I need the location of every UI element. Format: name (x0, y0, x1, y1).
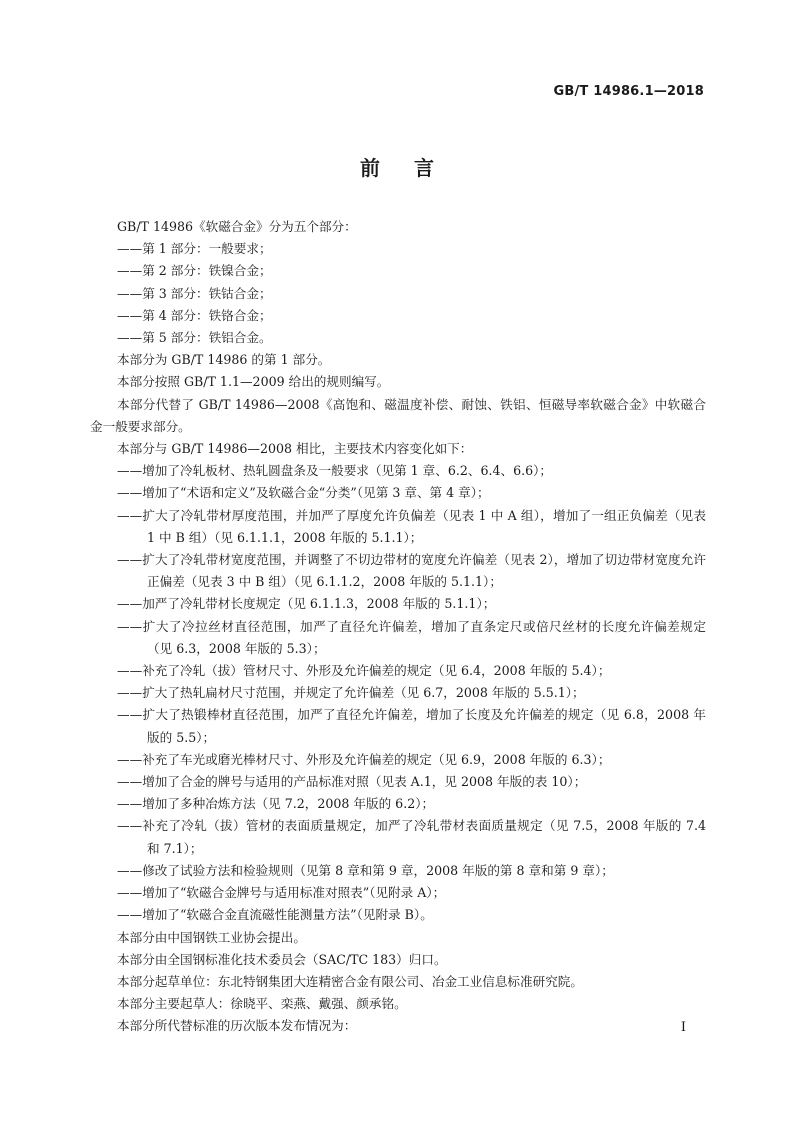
list-item: ——扩大了冷拉丝材直径范围，加严了直径允许偏差，增加了直条定尺或倍尺丝材的长度允许偏差规定（见 6.3，2008 年版的 5.3）； (117, 618, 706, 656)
document-body (90, 216, 706, 1038)
list-item: ——增加了冷轧板材、热轧圆盘条及一般要求（见第 1 章、6.2、6.4、6.6）； (117, 463, 553, 479)
list-item: ——增加了合金的牌号与适用的产品标准对照（见表 A.1，见 2008 年版的表 10）； (117, 774, 587, 790)
page-number: I (680, 1020, 686, 1035)
paragraph: 本部分起草单位：东北特钢集团大连精密合金有限公司、冶金工业信息标准研究院。 (117, 973, 583, 989)
list-item: ——扩大了热锻棒材直径范围，加严了直径允许偏差，增加了长度及允许偏差的规定（见 6.8，2008 年版的 5.5）； (117, 707, 706, 745)
list-item: ——增加了“软磁合金牌号与适用标准对照表”（见附录 A）； (117, 885, 446, 901)
paragraph: 本部分按照 GB/T 1.1—2009 给出的规则编写。 (117, 374, 390, 390)
list-item: ——补充了冷轧（拔）管材尺寸、外形及允许偏差的规定（见 6.4，2008 年版的 5.4）； (117, 663, 611, 679)
list-item: ——修改了试验方法和检验规则（见第 8 章和第 9 章，2008 年版的第 8 章和第 9 章）； (117, 862, 614, 878)
paragraph: 本部分所代替标准的历次版本发布情况为： (117, 1018, 357, 1034)
list-item: ——第 1 部分：一般要求； (117, 241, 272, 257)
list-item: ——增加了多种冶炼方法（见 7.2，2008 年版的 6.2）； (117, 796, 435, 812)
list-item: ——补充了冷轧（拔）管材的表面质量规定，加严了冷轧带材表面质量规定（见 7.5，2008 年版的 7.4 和 7.1）； (117, 818, 706, 856)
list-item: ——第 4 部分：铁铬合金； (117, 307, 272, 323)
paragraph: 本部分主要起草人：徐晓平、栾燕、戴强、颜承铭。 (117, 996, 407, 1012)
paragraph: 本部分与 GB/T 14986—2008 相比，主要技术内容变化如下： (117, 441, 473, 457)
paragraph: 本部分由中国钢铁工业协会提出。 (117, 929, 306, 945)
list-item: ——扩大了热轧扁材尺寸范围，并规定了允许偏差（见 6.7，2008 年版的 5.5.1）； (117, 685, 585, 701)
list-item: ——第 5 部分：铁铝合金。 (117, 330, 272, 346)
list-item: ——补充了车光或磨光棒材尺寸、外形及允许偏差的规定（见 6.9，2008 年版的 6.3）； (117, 751, 611, 767)
list-item: ——扩大了冷轧带材宽度范围，并调整了不切边带材的宽度允许偏差（见表 2），增加了切边带材宽度允许正偏差（见表 3 中 B 组）（见 6.1.1.2，2008 年版的 5.1.1）； (117, 552, 706, 590)
list-item: ——第 3 部分：铁钴合金； (117, 285, 272, 301)
paragraph: 本部分为 GB/T 14986 的第 1 部分。 (117, 352, 331, 368)
paragraph: 本部分代替了 GB/T 14986—2008《高饱和、磁温度补偿、耐蚀、铁铝、恒磁导率软磁合金》中软磁合金一般要求部分。 (90, 396, 706, 434)
list-item: ——增加了“软磁合金直流磁性能测量方法”（见附录 B）。 (117, 907, 433, 923)
list-item: ——扩大了冷轧带材厚度范围，并加严了厚度允许负偏差（见表 1 中 A 组），增加了一组正负偏差（见表 1 中 B 组）（见 6.1.1.1，2008 年版的 5.1.1）； (117, 507, 706, 545)
paragraph: GB/T 14986《软磁合金》分为五个部分： (117, 219, 357, 234)
page-title: 前言 (360, 156, 468, 180)
paragraph: 本部分由全国钢标准化技术委员会（SAC/TC 183）归口。 (117, 951, 447, 967)
list-item: ——第 2 部分：铁镍合金； (117, 263, 272, 279)
standard-code: GB/T 14986.1—2018 (553, 84, 704, 99)
list-item: ——加严了冷轧带材长度规定（见 6.1.1.3，2008 年版的 5.1.1）； (117, 596, 496, 612)
list-item: ——增加了“术语和定义”及软磁合金“分类”（见第 3 章、第 4 章）； (117, 485, 490, 501)
